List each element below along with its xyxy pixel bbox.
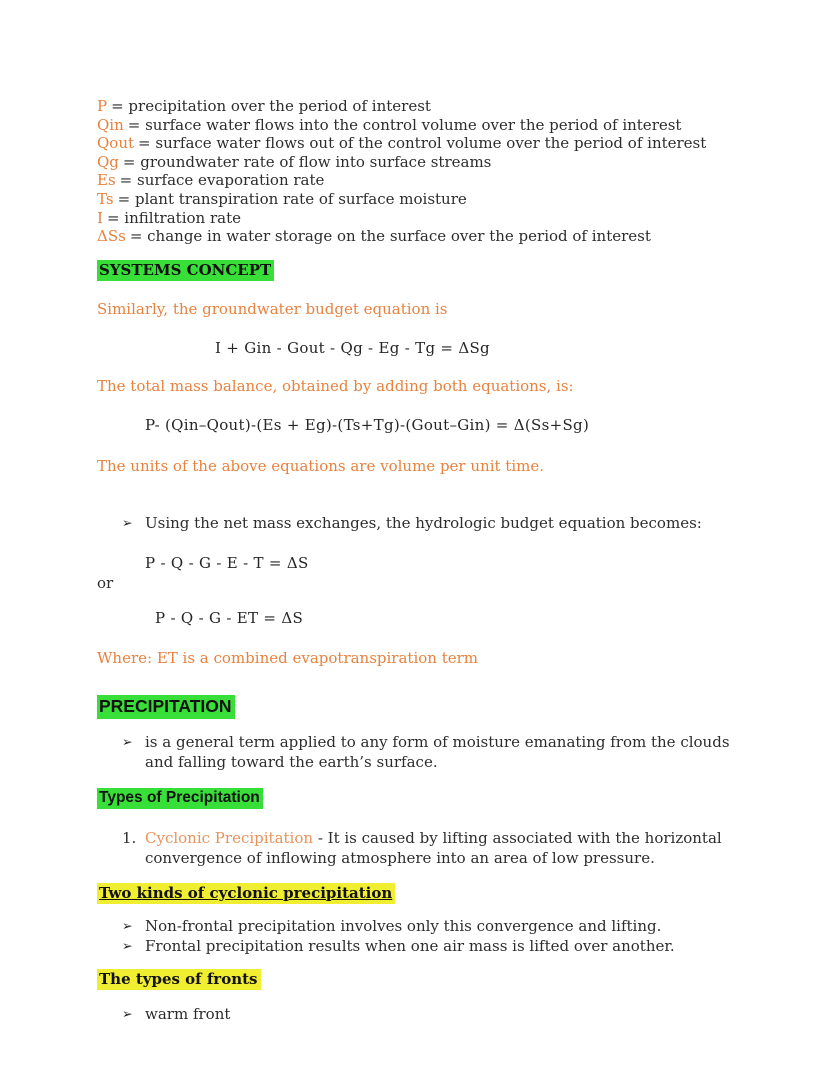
- definition-line: [97, 190, 736, 209]
- definition-term: ΔSs: [97, 227, 126, 246]
- cyclonic-precipitation-term: Cyclonic Precipitation: [145, 828, 314, 847]
- definition-term: Qin: [97, 115, 124, 134]
- equation-groundwater-budget: I + Gin - Gout - Qg - Eg - Tg = ΔSg: [215, 338, 490, 357]
- groundwater-budget-intro: Similarly, the groundwater budget equation is: [97, 299, 448, 318]
- equation-hydrologic-budget: P - Q - G - E - T = ΔS: [145, 553, 309, 572]
- warm-front-text: warm front: [145, 1004, 231, 1023]
- or-label: or: [97, 573, 114, 592]
- cyclonic-precipitation-item: [97, 828, 736, 868]
- arrow-bullet-icon: ➢: [122, 733, 133, 749]
- arrow-bullet-icon: ➢: [122, 1005, 133, 1021]
- definition-term: Qg: [97, 152, 119, 171]
- types-of-precipitation-section: [97, 788, 736, 809]
- equation-hydrologic-budget-et: P - Q - G - ET = ΔS: [155, 608, 304, 627]
- definition-term: Ts: [97, 189, 114, 208]
- definition-desc: = surface evaporation rate: [119, 171, 325, 190]
- definition-line: [97, 134, 736, 153]
- definition-term: I: [97, 208, 103, 227]
- units-note: The units of the above equations are volume per unit time.: [97, 456, 544, 475]
- equation-total-mass-balance: P- (Qin–Qout)-(Es + Eg)-(Ts+Tg)-(Gout–Gin) = Δ(Ss+Sg): [145, 415, 590, 434]
- where-note: Where: ET is a combined evapotranspiration term: [97, 648, 479, 667]
- non-frontal-bullet: [97, 916, 736, 936]
- definition-term: Qout: [97, 134, 135, 153]
- precipitation-definition-text: is a general term applied to any form of moisture emanating from the clouds and falling toward the earth’s surface.: [145, 732, 730, 771]
- definition-line: [97, 227, 736, 246]
- two-kinds-section: [97, 883, 736, 904]
- frontal-text: Frontal precipitation results when one air mass is lifted over another.: [145, 936, 675, 955]
- precipitation-definition-bullet: [97, 732, 736, 772]
- systems-concept-heading: SYSTEMS CONCEPT: [97, 260, 274, 281]
- types-of-fronts-heading: The types of fronts: [97, 969, 261, 990]
- cyclonic-precipitation-desc: - It is caused by lifting associated with the horizontal convergence of inflowing atmosphere into an area of low pressure.: [145, 828, 722, 867]
- variable-definitions-list: [97, 97, 736, 246]
- definition-line: [97, 97, 736, 116]
- definition-line: [97, 153, 736, 172]
- two-kinds-heading: Two kinds of cyclonic precipitation: [97, 883, 395, 904]
- definition-desc: = precipitation over the period of interest: [111, 97, 431, 115]
- definition-term: P: [97, 97, 108, 115]
- types-of-precipitation-heading: Types of Precipitation: [97, 788, 263, 809]
- definition-line: [97, 116, 736, 135]
- systems-concept-section: [97, 260, 736, 281]
- arrow-bullet-icon: ➢: [122, 514, 133, 530]
- definition-desc: = surface water flows out of the control volume over the period of interest: [138, 134, 707, 153]
- types-of-fronts-section: [97, 969, 736, 990]
- list-number: 1.: [122, 828, 137, 847]
- precipitation-heading: PRECIPITATION: [97, 695, 235, 719]
- cyclonic-precipitation-text: [145, 828, 736, 868]
- definition-desc: = infiltration rate: [106, 208, 241, 227]
- definition-line: [97, 209, 736, 228]
- definition-desc: = plant transpiration rate of surface moisture: [117, 189, 467, 208]
- non-frontal-text: Non-frontal precipitation involves only this convergence and lifting.: [145, 916, 662, 935]
- arrow-bullet-icon: ➢: [122, 937, 133, 953]
- definition-desc: = change in water storage on the surface over the period of interest: [129, 227, 651, 246]
- definition-line: [97, 171, 736, 190]
- arrow-bullet-icon: ➢: [122, 917, 133, 933]
- mass-balance-intro: The total mass balance, obtained by adding both equations, is:: [97, 376, 574, 395]
- definition-term: Es: [97, 171, 116, 190]
- precipitation-section: [97, 695, 736, 719]
- definition-desc: = surface water flows into the control volume over the period of interest: [127, 115, 682, 134]
- frontal-bullet: [97, 936, 736, 956]
- net-mass-bullet: [97, 513, 736, 533]
- cyclonic-kinds-list: [97, 916, 736, 956]
- definition-desc: = groundwater rate of flow into surface streams: [122, 152, 492, 171]
- net-mass-bullet-text: Using the net mass exchanges, the hydrologic budget equation becomes:: [145, 513, 702, 532]
- warm-front-bullet: [97, 1004, 736, 1024]
